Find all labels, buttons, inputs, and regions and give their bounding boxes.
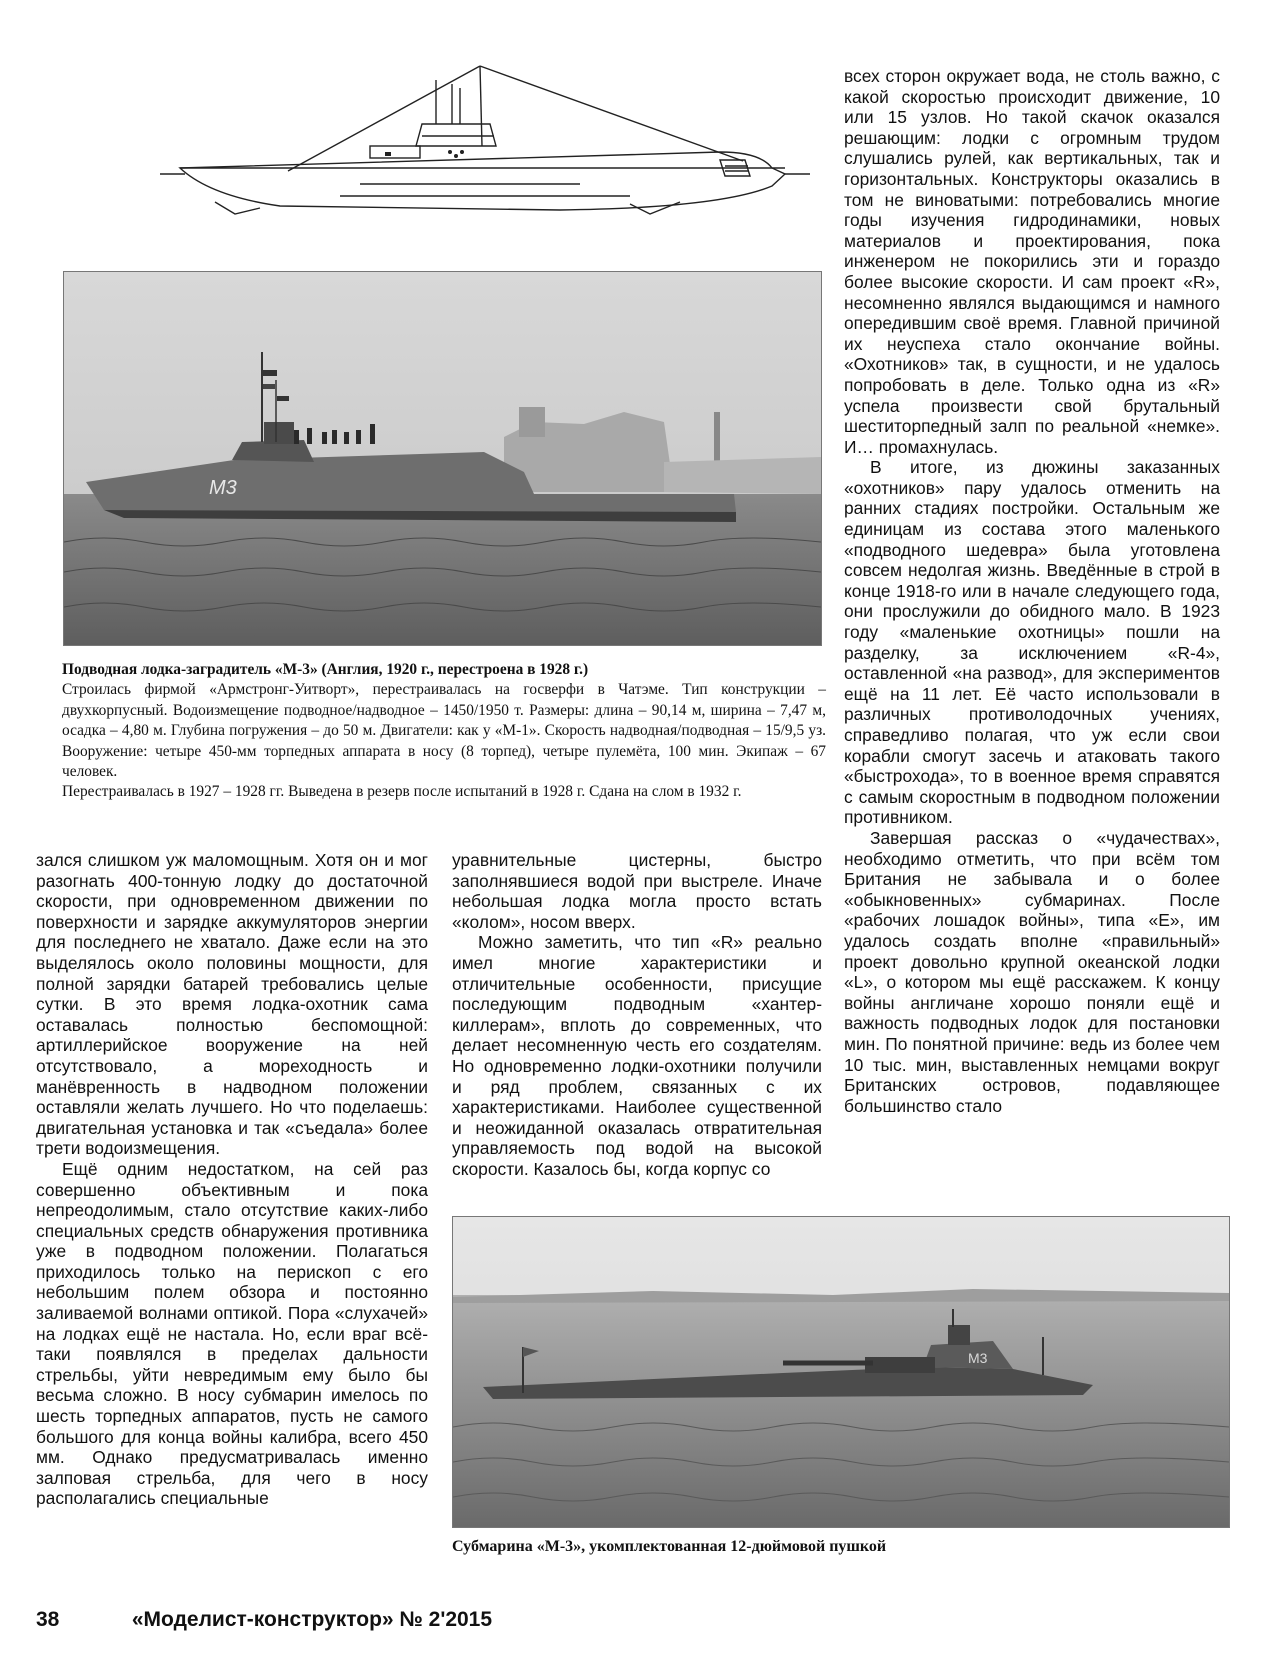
figure1-caption xyxy=(62,660,826,803)
hull-marking-m3: М3 xyxy=(209,477,237,499)
page-footer xyxy=(36,1608,492,1632)
paragraph: всех сторон окружает вода, не столь важно, с какой скоростью происходит движение, 10 или 15 узлов. Но такой скачок оказался решающим: лодки с огромным трудом слушались рулей, как вертикальных, так и горизонтальных. Конструкторы оказались в том не виноватыми: потребовались многие годы изучения гидродинамики, новых материалов и проектирования, пока инженером не покорились эти и гораздо более высокие скорости. И сам проект «R», несомненно являлся выдающимся и намного опередившим своё время. Главной причиной их неуспеха стало окончание войны. «Охотников» так, в сущности, и не удалось попробовать в деле. Только одна из «R» успела произвести свой брутальный шеститорпедный залп по реальной «немке». И… промахнулась. xyxy=(844,66,1220,457)
article-left-column xyxy=(36,850,428,1509)
article-right-column xyxy=(844,66,1220,1116)
figure2-caption: Субмарина «М-3», укомплектованная 12-дюймовой пушкой xyxy=(452,1538,887,1555)
figure1-caption-note: Перестраивалась в 1927 – 1928 гг. Выведена в резерв после испытаний в 1928 г. Сдана на слом в 1932 г. xyxy=(62,783,742,801)
figure1-caption-body: Строилась фирмой «Армстронг-Уитворт», перестраивалась на госверфи в Чатэме. Тип конструкции – двухкорпусный. Водоизмещение подводное/надводное – 1450/1950 т. Размеры: длина – 90,14 м, ширина – 7,47 м, осадка – 4,80 м. Глубина погружения – до 50 м. Двигатели: как у «М-1». Скорость надводная/подводная – 15/9,5 уз. Вооружение: четыре 450-мм торпедных аппарата в носу (8 торпед), четыре пулемёта, 100 мин. Экипаж – 67 человек. xyxy=(62,681,826,781)
paragraph: Ещё одним недостатком, на сей раз совершенно объективным и пока непреодолимым, стало отсутствие каких-либо специальных средств обнаружения противника уже в подводном положении. Полагаться приходилось только на перископ с его небольшим полем обзора и постоянно заливаемой волнами оптикой. Пора «слухачей» на лодках ещё не настала. Но, если враг всё-таки появлялся в пределах дальности стрельбы, уйти невредимым ему было бы весьма сложно. В носу субмарин имелось по шесть торпедных аппаратов, пусть не самого большого для конца войны калибра, всего 450 мм. Однако предусматривалась именно залповая стрельба, для чего в носу располагались специальные xyxy=(36,1158,428,1509)
magazine-title: «Моделист-конструктор» № 2'2015 xyxy=(131,1608,493,1631)
paragraph: В итоге, из дюжины заказанных «охотников» пару удалось отменить на ранних стадиях постройки. Остальным же единицам из состава этого маленького «подводного шедевра» была уготовлена совсем недолгая жизнь. Введённые в строй в конце 1918-го или в начале следующего года, они прослужили до обидного мало. В 1923 году «маленькие охотницы» пошли на разделку, за исключением «R-4», оставленной «на развод», для экспериментов ещё на 11 лет. Её часто использовали в различных противолодочных учениях, справедливо полагая, что уж если свои корабли смогут засечь и атаковать такого «быстрохода», то в военное время справятся с самым скоростным в подводном положении противником. xyxy=(844,457,1220,828)
submarine-m3-photo-gun xyxy=(452,1216,1230,1528)
submarine-profile-drawing xyxy=(160,56,820,256)
figure1-caption-title: Подводная лодка-заградитель «М-3» (Англия, 1920 г., перестроена в 1928 г.) xyxy=(62,661,589,678)
page-number: 38 xyxy=(36,1608,60,1631)
hull-marking-m3: М3 xyxy=(968,1350,988,1366)
paragraph: уравнительные цистерны, быстро заполнявшиеся водой при выстреле. Иначе небольшая лодка могла просто встать «колом», носом вверх. xyxy=(452,850,822,932)
paragraph: зался слишком уж маломощным. Хотя он и мог разогнать 400-тонную лодку до достаточной скорости, при одновременном движении по поверхности и зарядке аккумуляторов энергии для последнего не хватало. Даже если на это выделялось около половины мощности, для полной зарядки батарей требовались целые сутки. В это время лодка-охотник сама оставалась полностью беспомощной: артиллерийское вооружение на ней отсутствовало, а мореходность и манёвренность в надводном положении оставляли желать лучшего. Но что поделаешь: двигательная установка и так «съедала» более трети водоизмещения. xyxy=(36,850,428,1159)
article-middle-column xyxy=(452,850,822,1180)
paragraph: Завершая рассказ о «чудачествах», необходимо отметить, что при всём том Британия не забывала и о более «обыкновенных» субмаринах. После «рабочих лошадок войны», типа «Е», им удалось создать вполне «правильный» проект довольно крупной океанской лодки «L», о котором мы ещё расскажем. К концу войны англичане хорошо поняли ещё и важность подводных лодок для постановки мин. По понятной причине: ведь из более чем 10 тыс. мин, выставленных немцами вокруг Британских островов, подавляющее большинство стало xyxy=(844,827,1220,1116)
submarine-m3-photo-harbor xyxy=(63,271,822,646)
paragraph: Можно заметить, что тип «R» реально имел многие характеристики и отличительные особенности, присущие последующим подводным «хантер-киллерам», вплоть до современных, что делает несомненную честь его создателям. Но одновременно лодки-охотники получили и ряд проблем, связанных с их характеристиками. Наиболее существенной и неожиданной оказалась отвратительная управляемость под водой на высокой скорости. Казалось бы, когда корпус со xyxy=(452,932,822,1179)
